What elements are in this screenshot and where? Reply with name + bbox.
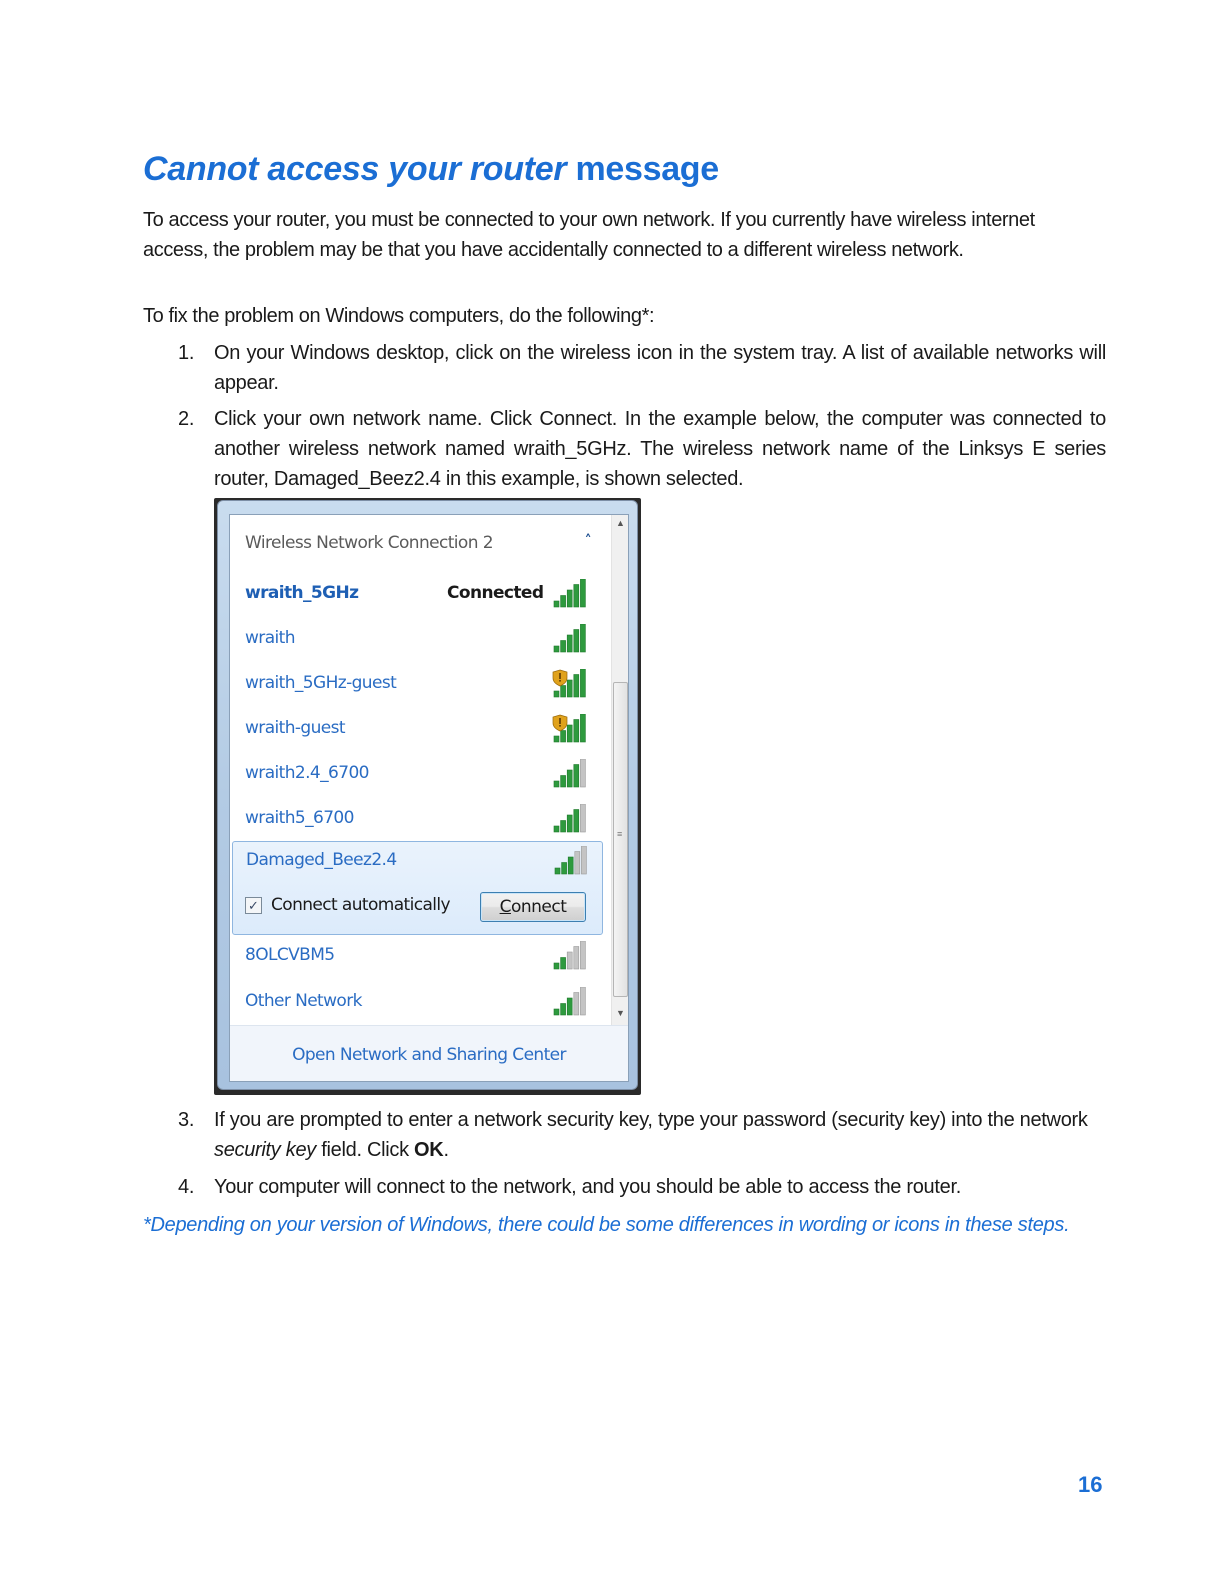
page-title	[143, 150, 719, 189]
step-1	[178, 338, 1106, 398]
signal-strength-icon	[552, 579, 588, 609]
chevron-up-icon[interactable]: ˄	[584, 533, 591, 549]
step-text: On your Windows desktop, click on the wireless icon in the system tray. A list of available networks will appear.	[214, 342, 1106, 394]
flyout-window-frame	[217, 500, 638, 1090]
network-item[interactable]	[230, 981, 611, 1026]
network-name: wraith_5GHz-guest	[245, 673, 397, 693]
step-text-italic: security key	[214, 1139, 316, 1161]
step-text-part: field. Click	[316, 1139, 415, 1161]
flyout-content	[229, 514, 629, 1082]
step-text-bold: OK	[414, 1139, 444, 1161]
network-flyout-screenshot	[214, 498, 641, 1095]
connection-status: Connected	[447, 583, 544, 603]
network-item[interactable]	[230, 798, 611, 843]
network-item[interactable]	[230, 935, 611, 980]
network-name: wraith5_6700	[245, 808, 354, 828]
step-text-part: .	[443, 1139, 449, 1161]
step-2	[178, 404, 1106, 494]
section-header[interactable]	[245, 533, 605, 563]
footnote: *Depending on your version of Windows, there could be some differences in wording or icons in these steps.	[143, 1214, 1070, 1236]
step-3	[178, 1105, 1106, 1165]
step-number: 4.	[178, 1176, 195, 1198]
page-number: 16	[1078, 1472, 1103, 1497]
network-name: Damaged_Beez2.4	[246, 850, 397, 870]
scrollbar[interactable]	[611, 515, 628, 1025]
network-item[interactable]	[230, 708, 611, 753]
step-text: Click your own network name. Click Connect. In the example below, the computer was connected to another wireless network named wraith_5GHz. The wireless network name of the Linksys E series router, Damaged_Beez2.4 in this example, is shown selected.	[214, 408, 1106, 490]
network-item[interactable]	[230, 573, 611, 618]
network-name: wraith2.4_6700	[245, 763, 369, 783]
step-text: Your computer will connect to the network, and you should be able to access the router.	[214, 1176, 961, 1198]
page-title-normal: message	[566, 150, 719, 188]
open-network-sharing-center-link[interactable]: Open Network and Sharing Center	[292, 1045, 566, 1065]
network-item[interactable]	[230, 663, 611, 708]
network-name: wraith-guest	[245, 718, 345, 738]
step-number: 2.	[178, 408, 195, 430]
network-name: 8OLCVBM5	[245, 945, 335, 965]
connect-button-label: onnect	[510, 897, 567, 917]
network-name: Other Network	[245, 991, 362, 1011]
signal-strength-icon	[553, 846, 589, 876]
connect-automatically-option[interactable]	[245, 895, 450, 915]
network-item-selected[interactable]	[232, 841, 603, 935]
network-name: wraith_5GHz	[245, 583, 359, 603]
signal-strength-icon	[552, 624, 588, 654]
step-number: 1.	[178, 342, 195, 364]
signal-strength-icon	[552, 987, 588, 1017]
unsecured-signal-icon	[552, 669, 588, 699]
step-text-part: If you are prompted to enter a network security key, type your password (security key) into the network	[214, 1109, 1088, 1131]
unsecured-signal-icon	[552, 714, 588, 744]
scroll-down-arrow-icon[interactable]: ▼	[616, 1008, 625, 1018]
network-list	[230, 515, 611, 1025]
network-item[interactable]	[230, 753, 611, 798]
signal-strength-icon	[552, 941, 588, 971]
connect-button[interactable]	[480, 892, 586, 922]
scroll-thumb[interactable]	[613, 682, 628, 997]
section-header-label: Wireless Network Connection 2	[245, 533, 493, 553]
intro-paragraph: To access your router, you must be connected to your own network. If you currently have wireless internet access, the problem may be that you have accidentally connected to a different wireless network.	[143, 209, 1035, 261]
step-4	[178, 1172, 1106, 1202]
connect-automatically-label: Connect automatically	[271, 895, 450, 915]
scroll-grip-icon: ≡	[617, 829, 623, 839]
scroll-up-arrow-icon[interactable]: ▲	[616, 518, 625, 528]
connect-button-mnemonic: C	[499, 897, 511, 917]
flyout-footer	[230, 1025, 628, 1081]
intro-lead: To fix the problem on Windows computers, do the following*:	[143, 305, 655, 327]
signal-strength-icon	[552, 759, 588, 789]
step-text	[214, 1105, 1106, 1165]
network-item[interactable]	[230, 618, 611, 663]
signal-strength-icon	[552, 804, 588, 834]
step-number: 3.	[178, 1109, 195, 1131]
connect-automatically-checkbox[interactable]: ✓	[245, 897, 262, 914]
page-title-italic: Cannot access your router	[143, 150, 567, 188]
network-name: wraith	[245, 628, 295, 648]
